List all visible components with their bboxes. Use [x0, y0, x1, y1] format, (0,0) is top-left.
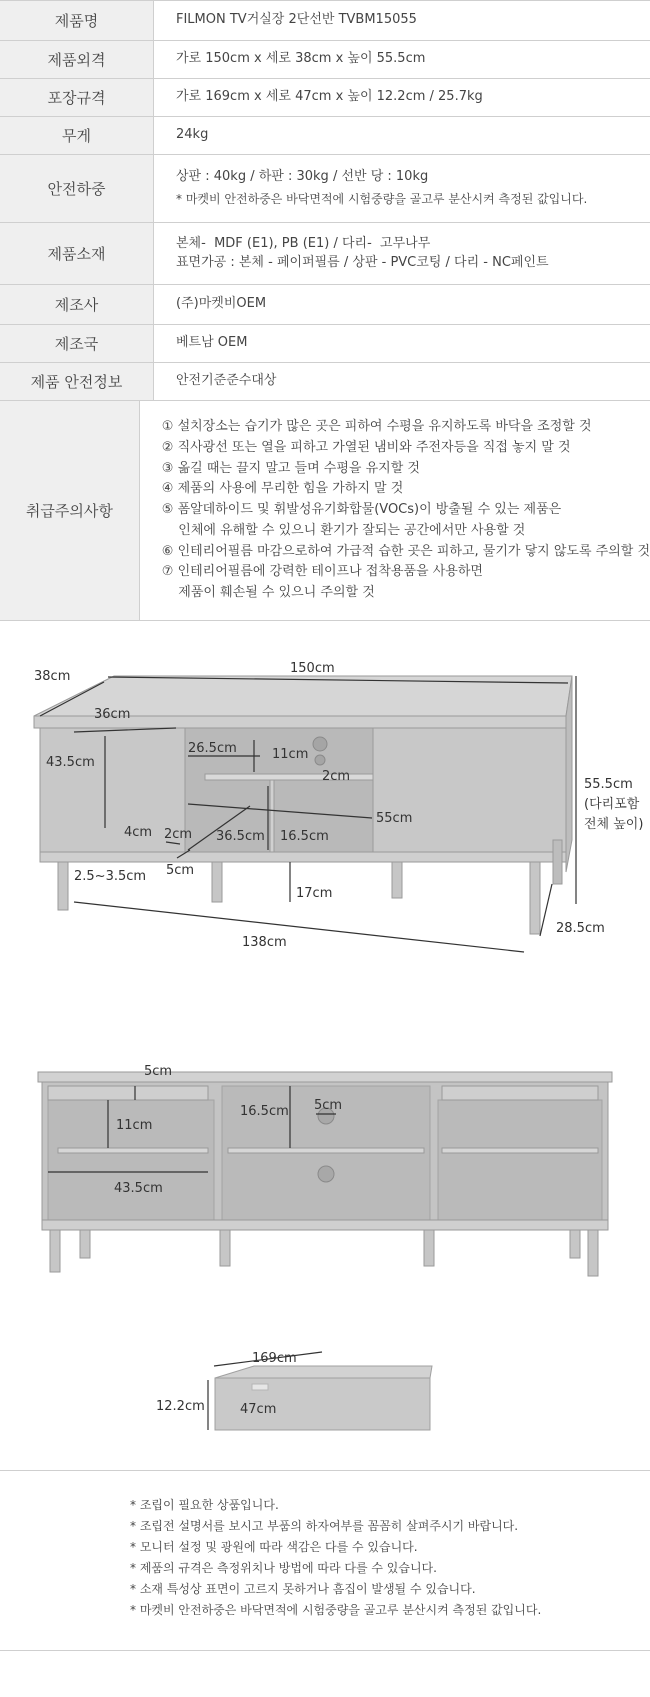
spec-value [154, 41, 650, 78]
dim-inner-width-label: 55cm [376, 811, 413, 826]
dim-leg-label: 2.5~3.5cm [74, 869, 147, 884]
dim-leg-height-label: 17cm [296, 886, 333, 901]
right-shelf [442, 1148, 598, 1153]
dim-top-gap-label: 5cm [144, 1064, 173, 1079]
spec-label: 제조국 [0, 325, 154, 362]
dim-height-note-2: 전체 높이) [584, 817, 644, 832]
spec-value-line: 상판 : 40kg / 하판 : 30kg / 선반 당 : 10kg [176, 169, 429, 185]
note-item: * 조립이 필요한 상품입니다. [130, 1498, 279, 1512]
dim-depth-label: 38cm [34, 669, 71, 684]
note-item: * 소재 특성상 표면이 고르지 못하거나 흠집이 발생될 수 있습니다. [130, 1582, 476, 1596]
spec-row [0, 79, 650, 117]
spec-value-note: * 마켓비 안전하중은 바닥면적에 시험중량을 골고루 분산시켜 측정된 값입니다. [176, 192, 588, 207]
box-depth-label: 47cm [240, 1402, 277, 1417]
cable-hole [318, 1166, 334, 1182]
dim-shelf-gap-label: 11cm [272, 747, 309, 762]
leg [58, 862, 68, 910]
middle-divider [270, 780, 274, 852]
spec-row [0, 363, 650, 401]
spec-value-line: (주)마켓비OEM [176, 296, 267, 312]
right-bay [438, 1100, 602, 1224]
spec-row [0, 223, 650, 285]
spec-value-line: ⑤ 폼알데하이드 및 휘발성유기화합물(VOCs)이 방출될 수 있는 제품은 [161, 502, 562, 518]
spec-value [154, 363, 650, 400]
dim-door-height-label: 43.5cm [46, 755, 95, 770]
leg [80, 1230, 90, 1258]
spec-value [154, 155, 650, 222]
dim-shelf-gap-label-2: 11cm [116, 1118, 153, 1133]
leg [220, 1230, 230, 1266]
leg [212, 862, 222, 902]
box-height-label: 12.2cm [156, 1399, 205, 1414]
spec-value [154, 285, 650, 324]
leg [588, 1230, 598, 1276]
spec-row [0, 325, 650, 363]
dim-width-label: 150cm [290, 661, 335, 676]
spec-value [154, 1, 650, 40]
spec-value-line: ⑥ 인테리어필름 마감으로하여 가급적 습한 곳은 피하고, 물기가 닿지 않도록 주의할 것 [161, 543, 650, 559]
dim-board-label: 4cm [124, 825, 153, 840]
spec-value-line: 인체에 유해할 수 있으니 환기가 잘되는 공간에서만 사용할 것 [161, 522, 526, 538]
base-rail [40, 852, 566, 862]
dim-bottom-gap-label: 5cm [166, 863, 195, 878]
notes-list [130, 1495, 630, 1621]
spec-label: 제조사 [0, 285, 154, 324]
dim-mid-h-label: 16.5cm [240, 1104, 289, 1119]
spec-value-line: ④ 제품의 사용에 무리한 힘을 가하지 말 것 [161, 481, 404, 497]
bottom-divider [0, 1650, 650, 1651]
note-item: * 제품의 규격은 측정위치나 방법에 따라 다를 수 있습니다. [130, 1561, 437, 1575]
note-item: * 모니터 설정 및 광원에 따라 색감은 다를 수 있습니다. [130, 1540, 418, 1554]
spec-value [154, 79, 650, 116]
top-board [38, 1072, 612, 1082]
leg [530, 862, 540, 934]
mid-shelf [228, 1148, 424, 1153]
dim-inner-width-label-2: 43.5cm [114, 1181, 163, 1196]
bottom-board [42, 1220, 608, 1230]
spec-value-line: 제품이 훼손될 수 있으니 주의할 것 [161, 585, 375, 601]
spec-value-line: ① 설치장소는 습기가 많은 곳은 피하여 수평을 유지하도록 바닥을 조정할 것 [161, 418, 592, 434]
spec-label: 취급주의사항 [0, 401, 140, 620]
dim-inner-h-label: 16.5cm [280, 829, 329, 844]
dimension-diagram-perspective [0, 640, 650, 960]
spec-row [0, 117, 650, 155]
dim-leg-span-label: 138cm [242, 935, 287, 950]
box-top [215, 1366, 432, 1378]
dim-leg-depth-label: 28.5cm [556, 921, 605, 936]
spec-label: 안전하중 [0, 155, 154, 222]
dim-hole-label: 5cm [314, 1098, 343, 1113]
leg [553, 840, 562, 884]
dim-height-label: 55.5cm [584, 777, 633, 792]
spec-table [0, 0, 650, 621]
spec-label: 제품 안전정보 [0, 363, 154, 400]
spec-row [0, 401, 650, 621]
left-top-drawer [48, 1086, 208, 1100]
box-tape [252, 1384, 268, 1390]
box-length-label: 169cm [252, 1351, 297, 1366]
spec-value-line: 가로 169cm x 세로 47cm x 높이 12.2cm / 25.7kg [176, 89, 483, 105]
dimension-diagram-box [0, 1340, 650, 1450]
leg [392, 862, 402, 898]
spec-label: 제품소재 [0, 223, 154, 284]
spec-value-line: 본체- MDF (E1), PB (E1) / 다리- 고무나무 [176, 235, 431, 251]
spec-value [154, 223, 650, 284]
spec-value-line: FILMON TV거실장 2단선반 TVBM15055 [176, 12, 417, 28]
dim-shelf-width-label: 26.5cm [188, 741, 237, 756]
note-item: * 마켓비 안전하중은 바닥면적에 시험중량을 골고루 분산시켜 측정된 값입니다. [130, 1603, 542, 1617]
spec-value-line: ⑦ 인테리어필름에 강력한 테이프나 접착용품을 사용하면 [161, 564, 483, 580]
spec-value-line: 24kg [176, 127, 209, 143]
right-top-drawer [442, 1086, 598, 1100]
spec-label: 제품외격 [0, 41, 154, 78]
spec-value [140, 401, 650, 620]
spec-value-line: ③ 옮길 때는 끌지 말고 들며 수평을 유지할 것 [161, 460, 420, 476]
spec-label: 포장규격 [0, 79, 154, 116]
spec-row [0, 155, 650, 223]
spec-value-line: 가로 150cm x 세로 38cm x 높이 55.5cm [176, 51, 426, 67]
spec-value-line: ② 직사광선 또는 열을 피하고 가열된 냄비와 주전자등을 직접 놓지 말 것 [161, 439, 571, 455]
spec-value-line: 베트남 OEM [176, 335, 248, 351]
dimension-diagram-front [0, 1060, 650, 1300]
leg [570, 1230, 580, 1258]
spec-row [0, 285, 650, 325]
spec-row [0, 1, 650, 41]
dim-inner-depth-label: 36.5cm [216, 829, 265, 844]
section-divider [0, 1470, 650, 1471]
leg [424, 1230, 434, 1266]
dim-door-width-label: 36cm [94, 707, 131, 722]
right-door [373, 728, 566, 852]
spec-value-line: 표면가공 : 본체 - 페이퍼필름 / 상판 - PVC코팅 / 다리 - NC페인트 [176, 254, 549, 270]
cable-hole-top [313, 737, 327, 751]
note-item: * 조립전 설명서를 보시고 부품의 하자여부를 꼼꼼히 살펴주시기 바랍니다. [130, 1519, 519, 1533]
spec-label: 무게 [0, 117, 154, 154]
cable-hole-mid [315, 755, 325, 765]
dim-height-note-1: (다리포함 [584, 797, 640, 812]
spec-value-line: 안전기준준수대상 [176, 373, 277, 389]
spec-value [154, 117, 650, 154]
spec-label: 제품명 [0, 1, 154, 40]
spec-row [0, 41, 650, 79]
dim-gap2-label: 2cm [164, 827, 193, 842]
spec-value [154, 325, 650, 362]
left-shelf [58, 1148, 208, 1153]
dim-shelf-thick-label: 2cm [322, 769, 351, 784]
leg [50, 1230, 60, 1272]
